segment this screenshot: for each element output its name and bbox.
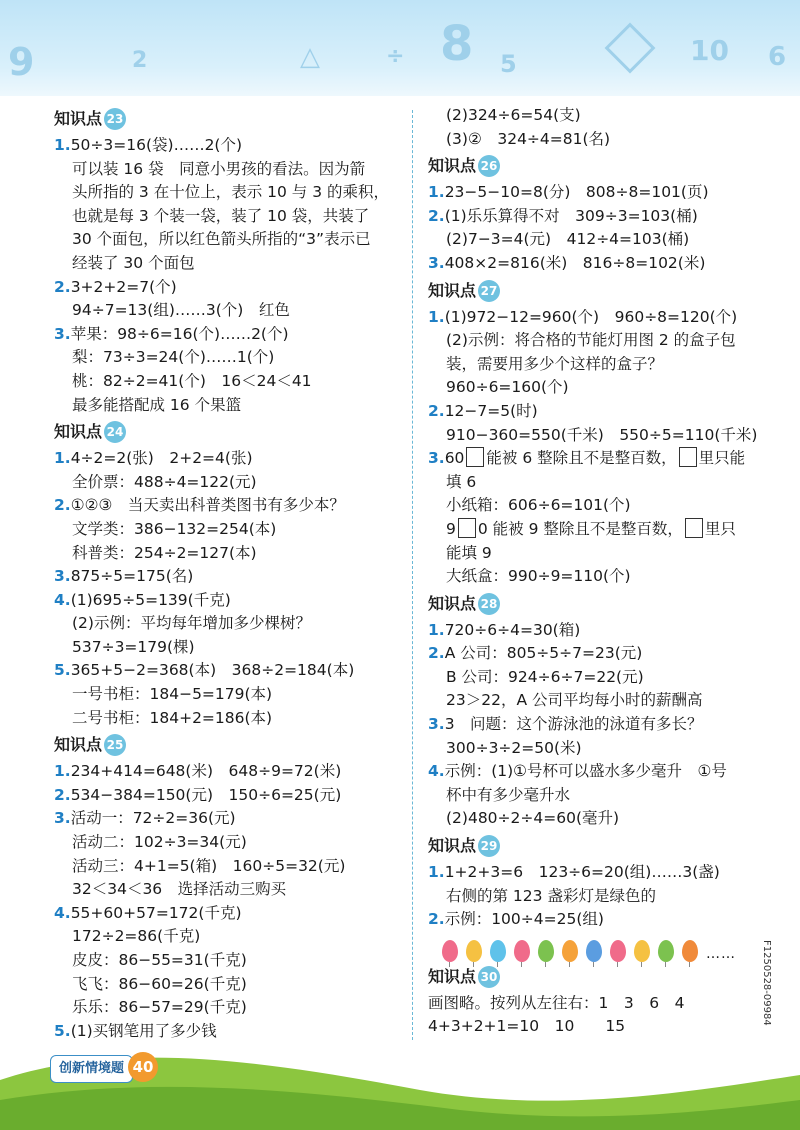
answer-text: ①②③ 当天卖出科普类图书有多少本？ — [70, 496, 345, 515]
answer-text: 全价票：488÷4=122(元) — [72, 472, 257, 491]
answer-text: (2)示例：平均每年增加多少棵树？ — [72, 614, 311, 633]
answer-text: 示例：(1)①号杯可以盛水多少毫升 ①号 — [444, 762, 727, 781]
answer-text: 0 能被 9 整除且不是整百数， — [477, 519, 683, 538]
page-number: 40 — [128, 1052, 158, 1082]
answer-text: (2)示例：将合格的节能灯用图 2 的盒子包 — [446, 331, 736, 350]
answer-line — [428, 181, 788, 205]
question-number: 3. — [428, 715, 445, 734]
answer-line — [428, 228, 788, 252]
answer-text: 二号书柜：184+2=186(本) — [72, 708, 273, 727]
answer-text: 3 问题：这个游泳池的泳道有多长？ — [444, 715, 703, 734]
answer-text: 32＜34＜36 选择活动三购买 — [72, 880, 287, 899]
question-number: 3. — [54, 567, 71, 586]
balloon-icon — [466, 940, 482, 962]
answer-text: 示例：100÷4=25(组) — [444, 910, 604, 929]
answer-text: 4+3+2+1=10 10 15 — [428, 1017, 626, 1036]
section-heading-label: 知识点 — [428, 156, 477, 176]
answer-text: 910−360=550(千米) 550÷5=110(千米) — [446, 425, 758, 444]
answer-line — [54, 973, 400, 997]
section-number-badge: 27 — [478, 280, 500, 302]
answer-line — [428, 329, 788, 353]
section-heading — [54, 104, 400, 134]
blank-box — [466, 447, 484, 467]
answer-line — [428, 619, 788, 643]
answer-line — [428, 447, 788, 471]
answer-text: 234+414=648(米) 648÷9=72(米) — [70, 762, 342, 781]
section-number-badge: 26 — [478, 155, 500, 177]
column-divider — [412, 110, 413, 1040]
answer-line — [54, 949, 400, 973]
answer-line — [428, 666, 788, 690]
answer-text: (2)324÷6=54(支) — [446, 106, 581, 124]
answer-text: 9 — [446, 519, 456, 538]
question-number: 3. — [428, 449, 445, 468]
answer-text: 里只 — [704, 519, 736, 538]
section-heading — [428, 589, 788, 619]
section-heading — [428, 962, 788, 992]
section-heading-label: 知识点 — [428, 966, 477, 986]
balloon-icon — [442, 940, 458, 962]
answer-text: 苹果：98÷6=16(个)……2(个) — [70, 324, 289, 343]
answer-line — [54, 252, 400, 276]
answer-text: 300÷3÷2=50(米) — [446, 738, 582, 757]
answer-text: 活动二：102÷3=34(元) — [72, 833, 247, 852]
question-number: 4. — [54, 903, 71, 922]
answer-line — [54, 996, 400, 1020]
answer-text: 172÷2=86(千克) — [72, 927, 201, 946]
question-number: 1. — [54, 136, 71, 154]
answer-line — [54, 760, 400, 784]
answer-line — [428, 471, 788, 495]
answer-line — [428, 642, 788, 666]
answer-line — [54, 276, 400, 300]
answer-line — [428, 784, 788, 808]
answer-text: B 公司：924÷6÷7=22(元) — [446, 667, 644, 686]
question-number: 4. — [54, 590, 71, 609]
question-number: 3. — [428, 253, 445, 272]
answer-line — [54, 299, 400, 323]
deco-number: 6 — [768, 42, 787, 72]
deco-number: 9 — [8, 40, 35, 84]
answer-text: 活动一：72÷2=36(元) — [70, 809, 236, 828]
section-heading-label: 知识点 — [54, 735, 103, 755]
balloon-icon — [514, 940, 530, 962]
answer-line — [54, 394, 400, 418]
question-number: 4. — [428, 762, 445, 781]
answer-text: 最多能搭配成 16 个果篮 — [72, 395, 242, 414]
answer-text: (1)买钢笔用了多少钱 — [70, 1021, 217, 1040]
balloon-icon — [562, 940, 578, 962]
right-column — [428, 104, 788, 1039]
answer-text: 能被 6 整除且不是整百数， — [486, 449, 677, 468]
section-number-badge: 24 — [104, 421, 126, 443]
answer-text: A 公司：805÷5÷7=23(元) — [444, 644, 643, 663]
answer-line — [54, 323, 400, 347]
answer-line — [54, 205, 400, 229]
question-number: 2. — [428, 644, 445, 663]
answer-text: 能填 9 — [446, 543, 492, 562]
answer-line — [428, 807, 788, 831]
answer-text: 一号书柜：184−5=179(本) — [72, 685, 273, 704]
question-number: 5. — [54, 1021, 71, 1040]
print-code: F1250528-09984 — [761, 940, 772, 1026]
answer-line — [54, 494, 400, 518]
answer-line — [54, 370, 400, 394]
answer-line — [54, 565, 400, 589]
section-number-badge: 29 — [478, 835, 500, 857]
answer-text: 梨：73÷3=24(个)……1(个) — [72, 348, 275, 367]
answer-line — [428, 518, 788, 542]
answer-text: 55+60+57=172(千克) — [70, 903, 242, 922]
balloon-icon — [634, 940, 650, 962]
section-number-badge: 28 — [478, 593, 500, 615]
question-number: 2. — [428, 206, 445, 225]
balloon-icon — [490, 940, 506, 962]
answer-line — [428, 306, 788, 330]
question-number: 1. — [54, 762, 71, 781]
answer-line — [54, 518, 400, 542]
answer-text: 文学类：386−132=254(本) — [72, 519, 277, 538]
answer-text: 活动三：4+1=5(箱) 160÷5=32(元) — [72, 856, 346, 875]
answer-text: 填 6 — [446, 472, 477, 491]
question-number: 2. — [54, 496, 71, 515]
answer-text: 30 个面包，所以红色箭头所指的“3”表示已 — [72, 230, 371, 249]
answer-text: 也就是每 3 个装一袋，装了 10 袋，共装了 — [72, 206, 370, 225]
balloon-icon — [538, 940, 554, 962]
answer-text: (1)972−12=960(个) 960÷8=120(个) — [444, 307, 738, 326]
answer-line — [428, 861, 788, 885]
answer-text: 右侧的第 123 盏彩灯是绿色的 — [446, 886, 656, 905]
question-number: 3. — [54, 324, 71, 343]
answer-line — [428, 885, 788, 909]
answer-line — [428, 565, 788, 589]
answer-text: 960÷6=160(个) — [446, 378, 569, 397]
question-number: 5. — [54, 661, 71, 680]
answer-text: 乐乐：86−57=29(千克) — [72, 998, 247, 1017]
answer-line — [428, 494, 788, 518]
answer-text: (2)480÷2÷4=60(毫升) — [446, 809, 620, 828]
question-number: 1. — [54, 449, 71, 468]
answer-text: 50÷3=16(袋)……2(个) — [70, 136, 243, 154]
answer-text: 大纸盒：990÷9=110(个) — [446, 567, 631, 586]
answer-text: 装，需要用多少个这样的盒子？ — [446, 354, 664, 373]
answer-line — [428, 992, 788, 1016]
answer-line — [428, 128, 788, 152]
answer-text: 537÷3=179(棵) — [72, 637, 195, 656]
section-heading — [54, 730, 400, 760]
answer-text: 经装了 30 个面包 — [72, 253, 195, 272]
question-number: 1. — [428, 183, 445, 202]
answer-line — [54, 228, 400, 252]
answer-text: 12−7=5(时) — [444, 401, 538, 420]
answer-line — [54, 707, 400, 731]
balloon-icon — [586, 940, 602, 962]
answer-line — [428, 353, 788, 377]
answer-line — [54, 612, 400, 636]
footer-tag: 创新情境题 — [50, 1055, 133, 1083]
answer-line — [54, 807, 400, 831]
answer-text: 画图略。按列从左往右：1 3 6 4 — [428, 993, 685, 1012]
answer-line — [54, 471, 400, 495]
answer-text: 23＞22，A 公司平均每小时的薪酬高 — [446, 691, 703, 710]
answer-text: 3+2+2=7(个) — [70, 277, 177, 296]
answer-text: 科普类：254÷2=127(本) — [72, 543, 257, 562]
answer-text: 720÷6÷4=30(箱) — [444, 620, 581, 639]
section-heading — [54, 417, 400, 447]
balloon-ellipsis: …… — [706, 945, 736, 962]
answer-text: (1)695÷5=139(千克) — [70, 590, 231, 609]
answer-line — [428, 908, 788, 932]
answer-line — [54, 447, 400, 471]
balloon-row — [428, 932, 788, 962]
answer-line — [54, 158, 400, 182]
question-number: 1. — [428, 620, 445, 639]
left-column — [54, 104, 400, 1043]
answer-text: 408×2=816(米) 816÷8=102(米) — [444, 253, 706, 272]
answer-line — [54, 589, 400, 613]
answer-line — [428, 376, 788, 400]
balloon-icon — [682, 940, 698, 962]
answer-line — [428, 737, 788, 761]
answer-text: (2)7−3=4(元) 412÷4=103(桶) — [446, 230, 690, 249]
answer-line — [54, 784, 400, 808]
answer-line — [54, 134, 400, 158]
answer-text: 可以装 16 袋 同意小男孩的看法。因为箭 — [72, 159, 366, 178]
answer-text: 里只能 — [698, 449, 746, 468]
answer-line — [54, 878, 400, 902]
question-number: 1. — [428, 307, 445, 326]
answer-line — [54, 636, 400, 660]
section-number-badge: 25 — [104, 734, 126, 756]
deco-number: 8 — [440, 16, 474, 72]
answer-text: 60 — [444, 449, 465, 468]
answer-line — [428, 542, 788, 566]
blank-box — [679, 447, 697, 467]
section-number-badge: 30 — [478, 966, 500, 988]
section-heading — [428, 831, 788, 861]
answer-text: 桃：82÷2=41(个) 16＜24＜41 — [72, 371, 312, 390]
question-number: 2. — [54, 277, 71, 296]
blank-box — [458, 518, 476, 538]
balloon-icon — [658, 940, 674, 962]
answer-line — [54, 659, 400, 683]
answer-text: 23−5−10=8(分) 808÷8=101(页) — [444, 183, 709, 202]
section-number-badge: 23 — [104, 108, 126, 130]
answer-line — [54, 181, 400, 205]
answer-line — [428, 424, 788, 448]
answer-text: 飞飞：86−60=26(千克) — [72, 974, 247, 993]
question-number: 3. — [54, 809, 71, 828]
deco-number: 10 — [690, 34, 729, 67]
answer-line — [428, 689, 788, 713]
answer-line — [428, 400, 788, 424]
answer-line — [428, 205, 788, 229]
section-heading-label: 知识点 — [428, 280, 477, 300]
answer-text: 1+2+3=6 123÷6=20(组)……3(盏) — [444, 863, 720, 882]
deco-number: ÷ — [386, 44, 405, 69]
section-heading-label: 知识点 — [54, 422, 103, 442]
question-number: 2. — [54, 785, 71, 804]
answer-line — [54, 925, 400, 949]
answer-text: 875÷5=175(名) — [70, 567, 194, 586]
answer-text: 皮皮：86−55=31(千克) — [72, 951, 247, 969]
answer-text: 94÷7=13(组)……3(个) 红色 — [72, 301, 290, 320]
answer-text: (3)② 324÷4=81(名) — [446, 129, 611, 148]
answer-line — [54, 902, 400, 926]
answer-line — [54, 855, 400, 879]
section-heading-label: 知识点 — [428, 836, 477, 856]
answer-text: (1)乐乐算得不对 309÷3=103(桶) — [444, 206, 698, 225]
question-number: 2. — [428, 910, 445, 929]
answer-text: 小纸箱：606÷6=101(个) — [446, 496, 631, 515]
answer-line — [428, 104, 788, 128]
answer-line — [428, 252, 788, 276]
section-heading — [428, 151, 788, 181]
answer-line — [54, 831, 400, 855]
deco-diamond — [605, 23, 656, 74]
section-heading-label: 知识点 — [54, 109, 103, 128]
question-number: 1. — [428, 863, 445, 882]
blank-box — [685, 518, 703, 538]
answer-line — [428, 713, 788, 737]
answer-text: 头所指的 3 在十位上，表示 10 与 3 的乘积， — [72, 183, 390, 202]
header-banner — [0, 0, 800, 96]
section-heading-label: 知识点 — [428, 593, 477, 613]
answer-text: 534−384=150(元) 150÷6=25(元) — [70, 785, 342, 804]
answer-text: 365+5−2=368(本) 368÷2=184(本) — [70, 661, 355, 680]
answer-text: 杯中有多少毫升水 — [446, 785, 571, 804]
question-number: 2. — [428, 401, 445, 420]
answer-line — [428, 760, 788, 784]
balloon-icon — [610, 940, 626, 962]
answer-line — [54, 346, 400, 370]
answer-line — [54, 683, 400, 707]
section-heading — [428, 276, 788, 306]
deco-number: 2 — [132, 48, 148, 73]
deco-number: 5 — [500, 50, 517, 78]
deco-number: △ — [300, 42, 320, 72]
answer-line — [54, 542, 400, 566]
answer-text: 4÷2=2(张) 2+2=4(张) — [70, 449, 253, 468]
